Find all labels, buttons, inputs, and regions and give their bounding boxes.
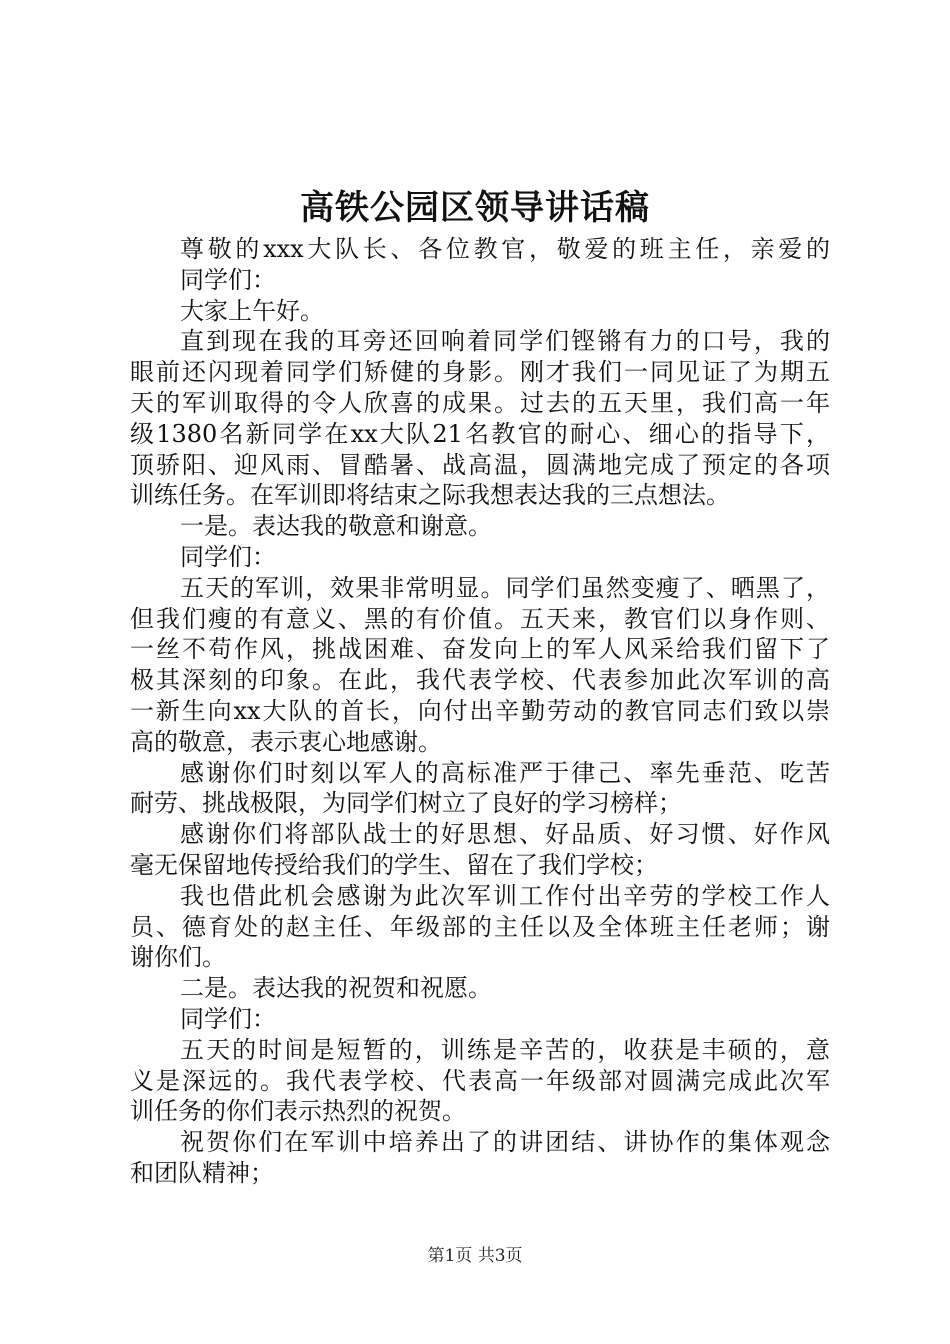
body-line: 眼前还闪现着同学们矫健的身影。刚才我们一同见证了为期五 xyxy=(130,358,830,387)
body-line: 直到现在我的耳旁还回响着同学们铿锵有力的口号，我的 xyxy=(180,327,830,356)
body-line: 同学们： xyxy=(180,1004,276,1033)
body-line: 训任务的你们表示热烈的祝贺。 xyxy=(130,1097,466,1126)
body-line: 顶骄阳、迎风雨、冒酷暑、战高温，圆满地完成了预定的各项 xyxy=(130,450,830,479)
body-line: 天的军训取得的令人欣喜的成果。过去的五天里，我们高一年 xyxy=(130,388,830,417)
body-line: 但我们瘦的有意义、黑的有价值。五天来，教官们以身作则、 xyxy=(130,604,830,633)
body-line: 和团队精神； xyxy=(130,1158,274,1187)
body-line: 一丝不苟作风，挑战困难、奋发向上的军人风采给我们留下了 xyxy=(130,635,830,664)
body-line: 祝贺你们在军训中培养出了的讲团结、讲协作的集体观念 xyxy=(180,1128,830,1157)
body-line: 尊敬的xxx大队长、各位教官，敬爱的班主任，亲爱的 xyxy=(180,235,830,263)
body-line: 大家上午好。 xyxy=(180,296,324,325)
document-body xyxy=(130,234,830,1189)
body-line: 五天的时间是短暂的，训练是辛苦的，收获是丰硕的，意 xyxy=(180,1035,830,1064)
body-line: 极其深刻的印象。在此，我代表学校、代表参加此次军训的高 xyxy=(130,666,830,695)
body-line: 一是。表达我的敬意和谢意。 xyxy=(180,512,492,541)
body-line: 同学们： xyxy=(180,265,276,294)
body-line: 员、德育处的赵主任、年级部的主任以及全体班主任老师；谢 xyxy=(130,912,830,941)
page-footer: 第1页 共3页 xyxy=(427,1246,523,1266)
body-line: 感谢你们时刻以军人的高标准严于律己、率先垂范、吃苦 xyxy=(180,758,830,787)
body-line: 义是深远的。我代表学校、代表高一年级部对圆满完成此次军 xyxy=(130,1066,830,1095)
body-line: 同学们： xyxy=(180,542,276,571)
body-line: 一新生向xx大队的首长，向付出辛勤劳动的教官同志们致以崇 xyxy=(130,696,830,725)
body-line: 谢你们。 xyxy=(130,943,226,972)
body-line: 级1380名新同学在xx大队21名教官的耐心、细心的指导下， xyxy=(130,419,830,448)
body-line: 毫无保留地传授给我们的学生、留在了我们学校； xyxy=(130,850,658,879)
body-line: 二是。表达我的祝贺和祝愿。 xyxy=(180,974,492,1003)
body-line: 我也借此机会感谢为此次军训工作付出辛劳的学校工作人 xyxy=(180,881,830,910)
body-line: 五天的军训，效果非常明显。同学们虽然变瘦了、晒黑了， xyxy=(180,573,830,602)
body-line: 训练任务。在军训即将结束之际我想表达我的三点想法。 xyxy=(130,481,730,510)
document-title: 高铁公园区领导讲话稿 xyxy=(300,188,650,228)
body-line: 耐劳、挑战极限，为同学们树立了良好的学习榜样； xyxy=(130,789,682,818)
body-line: 高的敬意，表示衷心地感谢。 xyxy=(130,727,442,756)
body-line: 感谢你们将部队战士的好思想、好品质、好习惯、好作风 xyxy=(180,820,830,849)
